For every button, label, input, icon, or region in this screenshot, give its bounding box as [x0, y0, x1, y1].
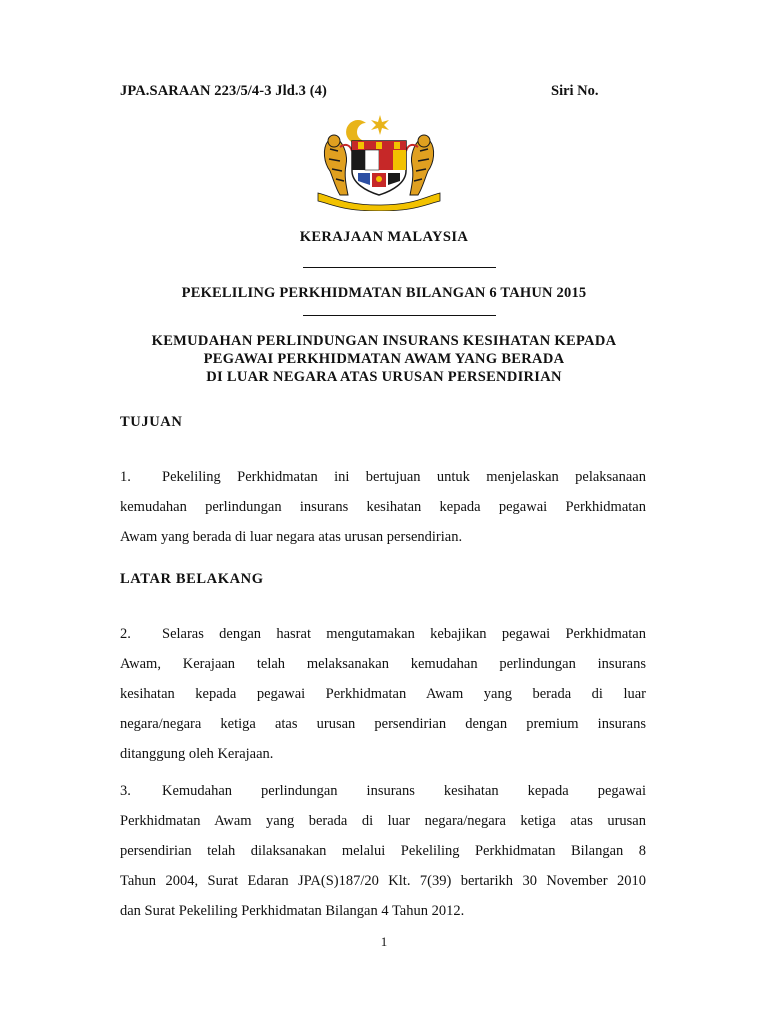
- document-title-line: DI LUAR NEGARA ATAS URUSAN PERSENDIRIAN: [206, 369, 562, 385]
- left-tiger-icon: [324, 135, 352, 195]
- paragraph-line: Awam, Kerajaan telah melaksanakan kemudahan perlindungan insurans: [120, 656, 646, 672]
- paragraph-2: [120, 619, 646, 769]
- serial-number-label: Siri No.: [551, 83, 599, 99]
- paragraph-line: 2. Selaras dengan hasrat mengutamakan kebajikan pegawai Perkhidmatan: [120, 619, 646, 649]
- government-heading: KERAJAAN MALAYSIA: [299, 229, 469, 245]
- paragraph-line: kesihatan kepada pegawai Perkhidmatan Awam yang berada di luar: [120, 686, 646, 702]
- malaysia-coat-of-arms: [314, 111, 444, 211]
- paragraph-line: dan Surat Pekeliling Perkhidmatan Bilangan 4 Tahun 2012.: [120, 903, 465, 919]
- paragraph-number: 1.: [120, 469, 131, 485]
- paragraph-line: Tahun 2004, Surat Edaran JPA(S)187/20 Klt. 7(39) bertarikh 30 November 2010: [120, 873, 646, 889]
- paragraph-line: 1. Pekeliling Perkhidmatan ini bertujuan untuk menjelaskan pelaksanaan: [120, 462, 646, 492]
- section-heading-tujuan: TUJUAN: [120, 414, 183, 430]
- paragraph-number: 2.: [120, 626, 131, 642]
- paragraph-number: 3.: [120, 783, 131, 799]
- document-title-line: KEMUDAHAN PERLINDUNGAN INSURANS KESIHATAN KEPADA: [151, 333, 617, 349]
- circular-number: PEKELILING PERKHIDMATAN BILANGAN 6 TAHUN 2015: [181, 285, 587, 301]
- crescent-star-icon: [346, 115, 389, 144]
- divider-line: [303, 267, 496, 268]
- paragraph-3: [120, 776, 646, 926]
- paragraph-line: persendirian telah dilaksanakan melalui Pekeliling Perkhidmatan Bilangan 8: [120, 843, 646, 859]
- paragraph-line: Perkhidmatan Awam yang berada di luar negara/negara ketiga atas urusan: [120, 813, 646, 829]
- page-number: 1: [380, 934, 388, 949]
- right-tiger-icon: [406, 135, 434, 195]
- paragraph-line: negara/negara ketiga atas urusan persendirian dengan premium insurans: [120, 716, 646, 732]
- reference-number: JPA.SARAAN 223/5/4-3 Jld.3 (4): [120, 83, 327, 99]
- paragraph-line: kemudahan perlindungan insurans kesihatan kepada pegawai Perkhidmatan: [120, 499, 646, 515]
- paragraph-1: [120, 462, 646, 552]
- section-heading-latar-belakang: LATAR BELAKANG: [120, 571, 264, 587]
- paragraph-line: Awam yang berada di luar negara atas urusan persendirian.: [120, 529, 463, 545]
- paragraph-line: ditanggung oleh Kerajaan.: [120, 746, 274, 762]
- divider-line: [303, 315, 496, 316]
- paragraph-line: 3. Kemudahan perlindungan insurans kesihatan kepada pegawai: [120, 776, 646, 806]
- document-title-line: PEGAWAI PERKHIDMATAN AWAM YANG BERADA: [203, 351, 565, 367]
- shield-icon: [352, 141, 406, 195]
